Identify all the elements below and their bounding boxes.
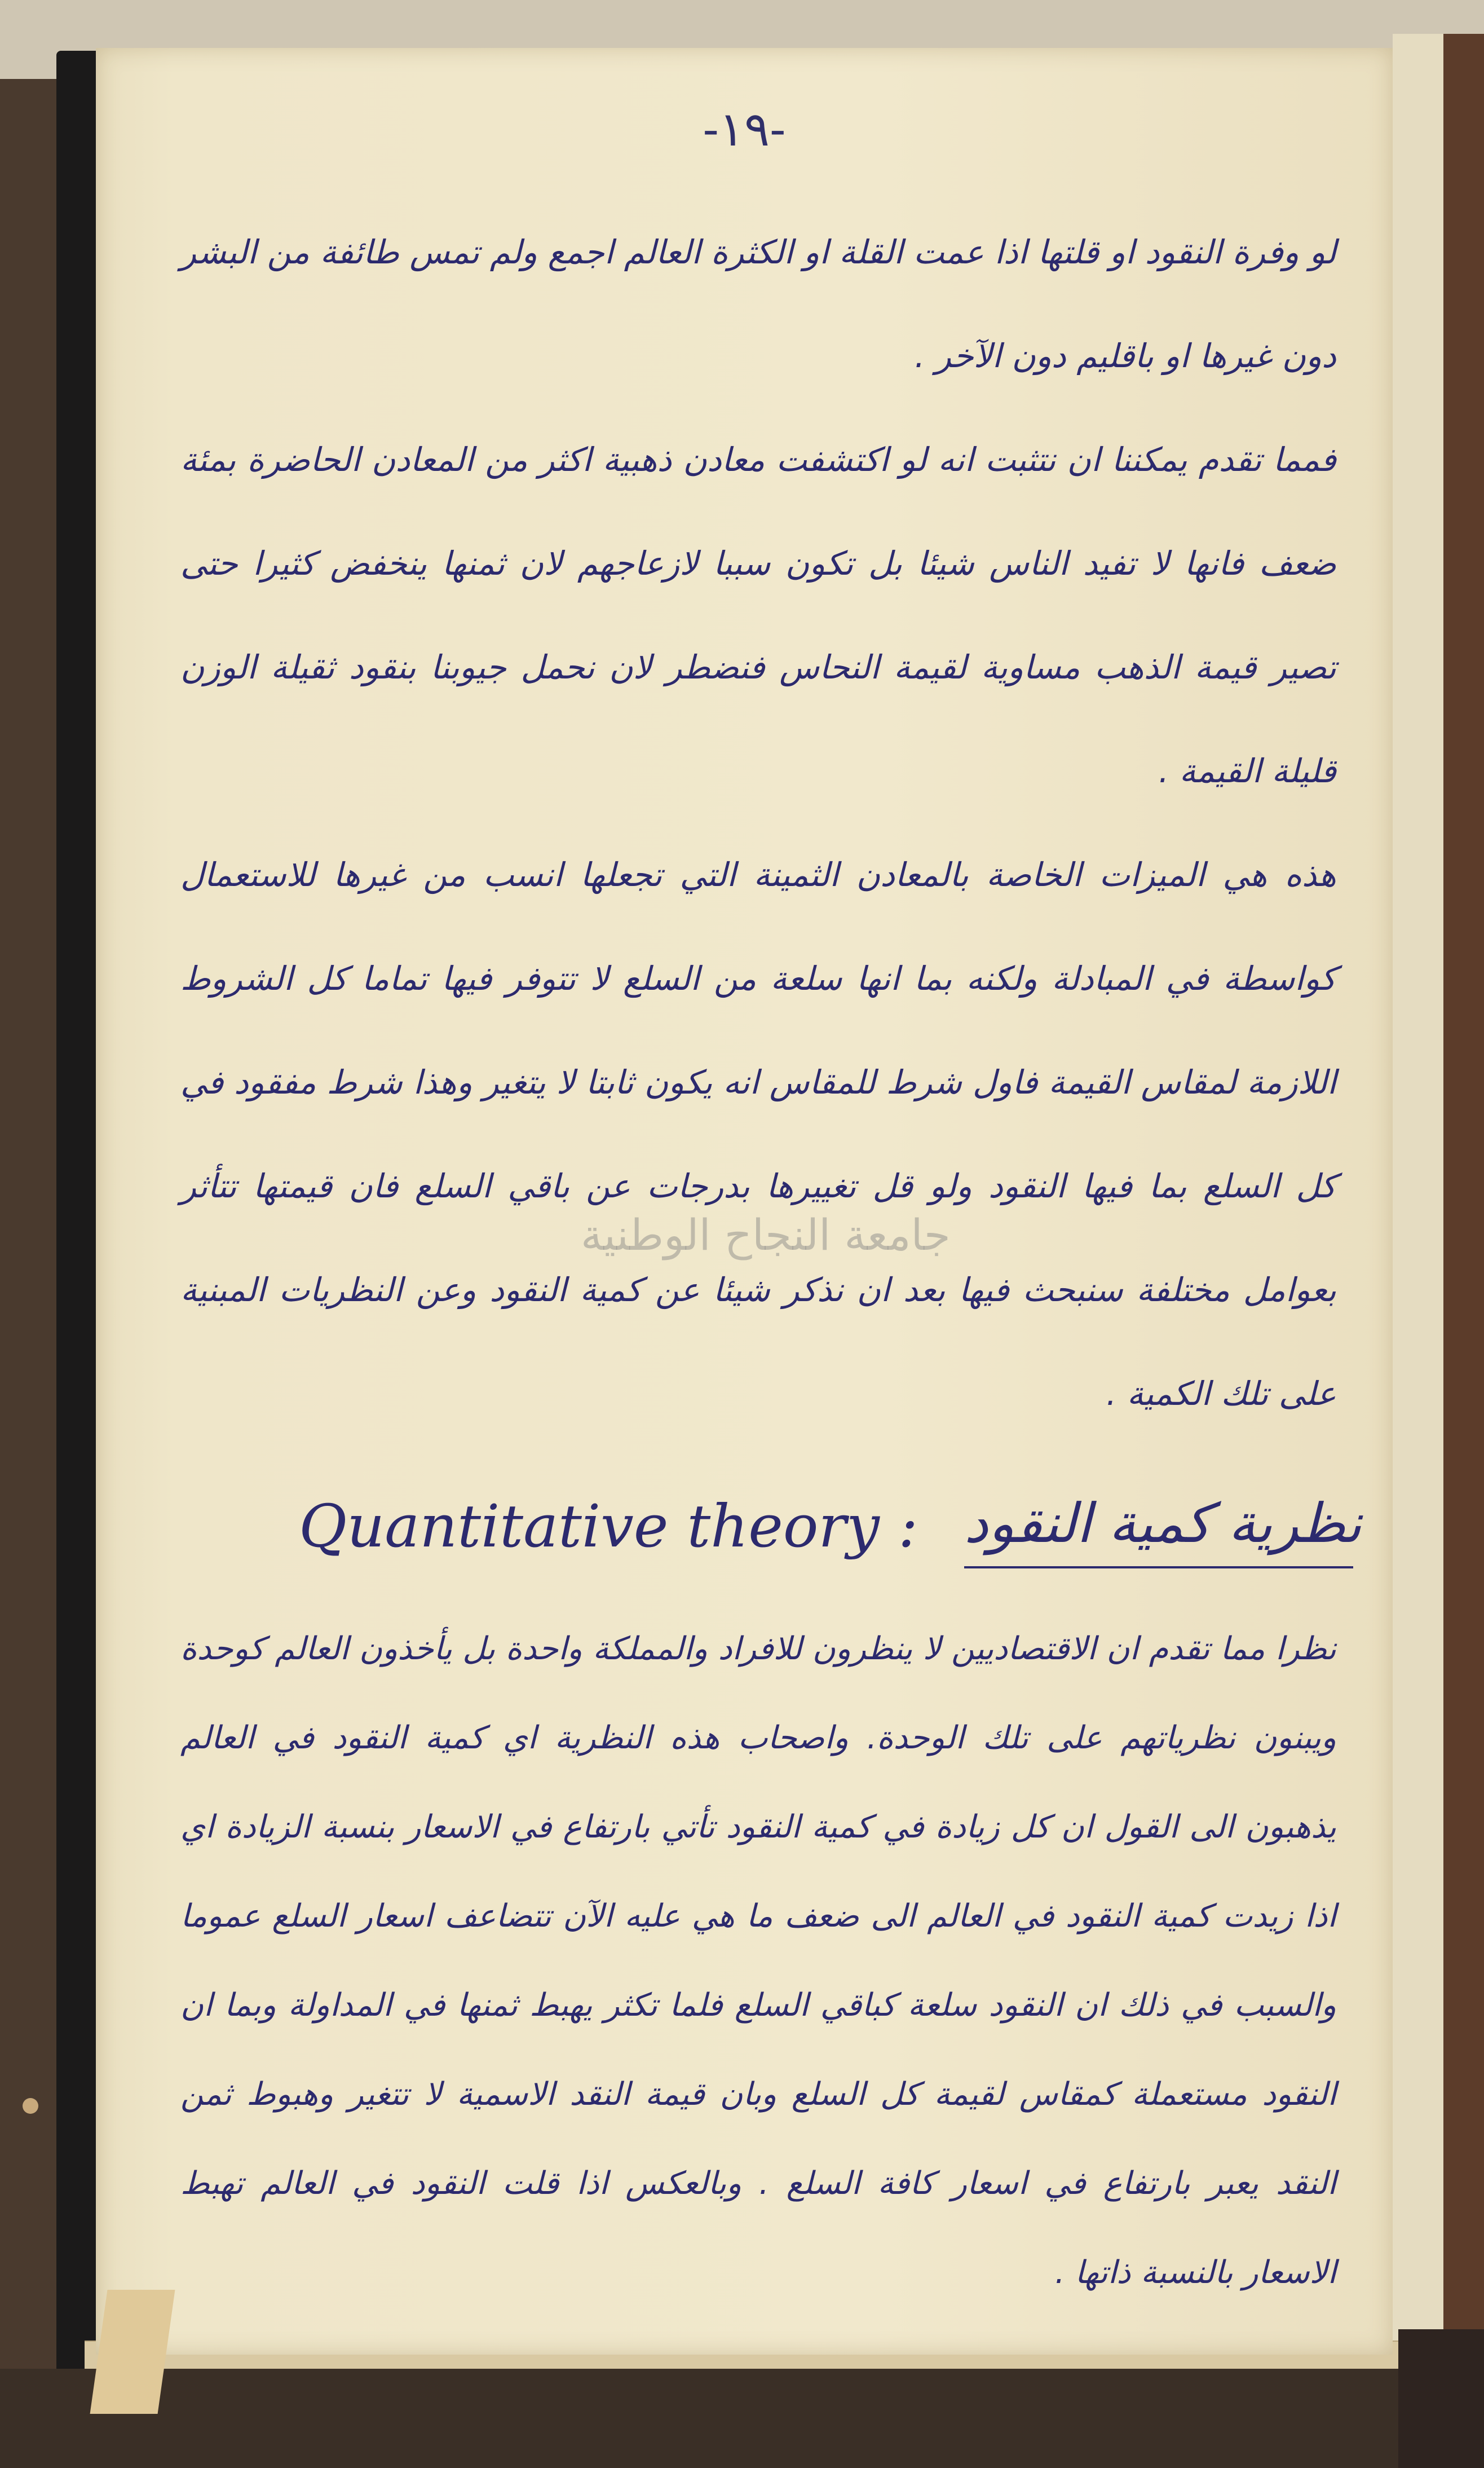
paragraph-2: فمما تقدم يمكننا ان نتثبت انه لو اكتشفت معادن ذهبية اكثر من المعادن الحاضرة بمئة ضعف فانها لا تفيد الناس شيئا بل تكون سببا لازعاجهم لان ثمنها ينخفض كثيرا حتى تصير قيمة الذهب مساوية لقيمة النحاس فنضطر لان نحمل جيوبنا بنقود ثقيلة الوزن قليلة القيمة . <box>180 440 1336 790</box>
paragraph-1: لو وفرة النقود او قلتها اذا عمت القلة او الكثرة العالم اجمع ولم تمس طائفة من البشر دون غيرها او باقليم دون الآخر . <box>180 233 1336 375</box>
binding-hole <box>23 2098 38 2114</box>
heading-underline <box>964 1566 1353 1568</box>
manuscript-page <box>96 48 1393 2355</box>
section-heading <box>96 1469 1393 1582</box>
heading-english: Quantitative theory : <box>299 1492 918 1561</box>
heading-arabic: نظرية كمية النقود <box>964 1492 1362 1555</box>
adjacent-book-spine <box>1443 34 1484 2391</box>
page-number: -١٩- <box>703 102 786 157</box>
university-watermark: جامعة النجاح الوطنية <box>581 1210 951 1260</box>
adjacent-book-bottom <box>1398 2329 1484 2468</box>
background-bottom <box>0 2369 1484 2468</box>
paragraph-4: نظرا مما تقدم ان الاقتصاديين لا ينظرون للافراد والمملكة واحدة بل يأخذون العالم كوحدة ويبنون نظرياتهم على تلك الوحدة. واصحاب هذه النظرية اي كمية النقود في العالم يذهبون الى القول ان كل زيادة في كمية النقود تأتي بارتفاع في الاسعار بنسبة الزيادة اي اذا زيدت كمية النقود في العالم الى ضعف ما هي عليه الآن تتضاعف اسعار السلع عموما والسبب في ذلك ان النقود سلعة كباقي السلع فلما تكثر يهبط ثمنها في المداولة وبما ان النقود مستعملة كمقاس لقيمة كل السلع وبان قيمة النقد الاسمية لا تتغير وهبوط ثمن النقد يعبر بارتفاع في اسعار كافة السلع . وبالعكس اذا قلت النقود في العالم تهبط الاسعار بالنسبة ذاتها . <box>180 1630 1337 2291</box>
paragraph-3: هذه هي الميزات الخاصة بالمعادن الثمينة التي تجعلها انسب من غيرها للاستعمال كواسطة في المبادلة ولكنه بما انها سلعة من السلع لا تتوفر فيها تماما كل الشروط اللازمة لمقاس القيمة فاول شرط للمقاس انه يكون ثابتا لا يتغير وهذا شرط مفقود في كل السلع بما فيها النقود ولو قل تغييرها بدرجات عن باقي السلع فان قيمتها تتأثر بعوامل مختلفة سنبحث فيها بعد ان نذكر شيئا عن كمية النقود وعن النظريات المبنية على تلك الكمية . <box>180 856 1337 1413</box>
body-text-section-2 <box>180 1605 1336 2317</box>
